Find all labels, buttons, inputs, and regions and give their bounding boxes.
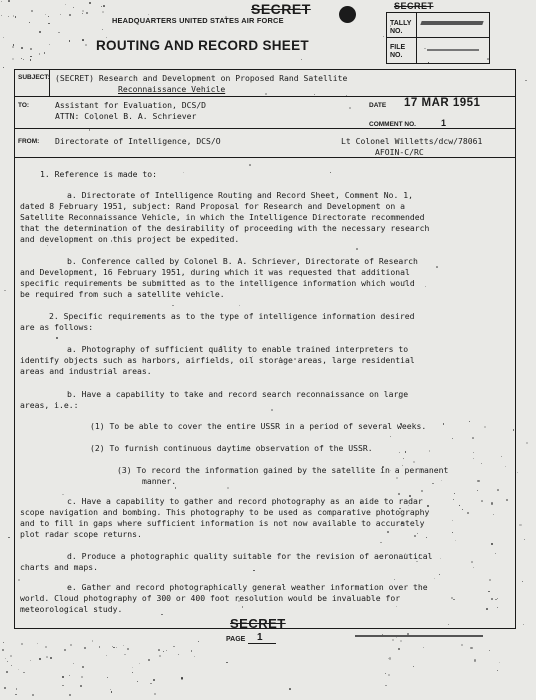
air-force-seal-icon: [339, 6, 356, 23]
para-2b-item-3-line-2: manner.: [142, 476, 177, 486]
from-value: Directorate of Intelligence, DCS/O: [55, 136, 221, 146]
para-2b-item-3-line-1: (3) To record the information gained by the satellite in a permanent: [117, 465, 449, 475]
subject-line-1: (SECRET) Research and Development on Proposed Rand Satellite: [55, 73, 348, 83]
subject-line-2: Reconnaissance Vehicle: [118, 84, 226, 94]
comment-value: 1: [441, 118, 447, 128]
para-1a-line-3: Satellite Reconnaissance Vehicle, in which the Intelligence Directorate recommended: [20, 212, 425, 222]
classification-stamp-corner: SECRET: [394, 1, 434, 11]
page-underline: [248, 643, 276, 644]
form-title: ROUTING AND RECORD SHEET: [96, 38, 309, 53]
subject-label: SUBJECT:: [18, 74, 50, 81]
from-right-line-2: AFOIN-C/RC: [375, 147, 424, 157]
para-1a-line-1: a. Directorate of Intelligence Routing and Record Sheet, Comment No. 1,: [67, 190, 413, 200]
para-2-line-2: are as follows:: [20, 322, 94, 332]
frame-line-top: [14, 69, 516, 70]
para-2c-line-3: and to fill in gaps where sufficient information is not now available to accurately: [20, 518, 425, 528]
para-2a-line-3: areas and industrial areas.: [20, 366, 152, 376]
para-2d-line-2: charts and maps.: [20, 562, 98, 572]
para-2e-line-3: meteorological study.: [20, 604, 123, 614]
frame-line-left: [14, 69, 15, 629]
para-2b-item-2: (2) To furnish continuous daytime observation of the USSR.: [90, 443, 373, 453]
comment-label: COMMENT NO.: [369, 121, 416, 128]
para-1a-line-4: that the determination of the desirability of proceeding with the necessary research: [20, 223, 430, 233]
headquarters-line: HEADQUARTERS UNITED STATES AIR FORCE: [112, 16, 284, 25]
para-1a-line-2: dated 8 February 1951, subject: Rand Proposal for Research and Development on a: [20, 201, 405, 211]
classification-stamp-bottom: SECRET: [230, 616, 286, 631]
tally-label: TALLY NO.: [390, 20, 412, 35]
file-label: FILE NO.: [390, 44, 406, 59]
page-label: PAGE: [226, 636, 246, 643]
page-number: 1: [257, 632, 263, 643]
para-1b-line-3: specific requirements be submitted as to the intelligence information which would: [20, 278, 415, 288]
printing-office-mark: [355, 635, 483, 637]
to-line-1: Assistant for Evaluation, DCS/D: [55, 100, 207, 110]
para-2c-line-2: scope navigation and bombing. This photography to be used as comparative photography: [20, 507, 430, 517]
para-1: 1. Reference is made to:: [40, 169, 157, 179]
para-2e-line-2: world. Cloud photography of 300 or 400 foot resolution would be invaluable for: [20, 593, 401, 603]
para-2e-line-1: e. Gather and record photographically general weather information over the: [67, 582, 428, 592]
date-value: 17 MAR 1951: [404, 97, 481, 109]
to-line-2: ATTN: Colonel B. A. Schriever: [55, 111, 197, 121]
para-2-line-1: 2. Specific requirements as to the type of intelligence information desired: [49, 311, 415, 321]
frame-line-right: [515, 69, 516, 629]
para-1b-line-4: be required from such a satellite vehicle.: [20, 289, 225, 299]
para-2b-item-1: (1) To be able to cover the entire USSR in a period of several weeks.: [90, 421, 427, 431]
para-2b-line-2: areas, i.e.:: [20, 400, 79, 410]
para-2d-line-1: d. Produce a photographic quality suitable for the revision of aeronautical: [67, 551, 433, 561]
para-2b-line-1: b. Have a capability to take and record search reconnaissance on large: [67, 389, 409, 399]
to-label: TO:: [18, 102, 30, 109]
para-2c-line-4: plot radar scope returns.: [20, 529, 142, 539]
tally-handwriting: [420, 21, 483, 25]
para-2c-line-1: c. Have a capability to gather and record photography as an aide to radar: [67, 496, 423, 506]
tally-file-box: [386, 12, 490, 64]
classification-stamp-top: SECRET: [251, 1, 311, 17]
para-1a-line-5: and development on this project be expedited.: [20, 234, 240, 244]
para-1b-line-1: b. Conference called by Colonel B. A. Schriever, Directorate of Research: [67, 256, 418, 266]
from-right-line-1: Lt Colonel Willetts/dcw/78061: [341, 136, 483, 146]
from-label: FROM:: [18, 138, 40, 145]
frame-line-from: [14, 157, 516, 158]
para-1b-line-2: and Development, 16 February 1951, during which it was requested that additional: [20, 267, 410, 277]
para-2a-line-1: a. Photography of sufficient quality to enable trained interpreters to: [67, 344, 409, 354]
para-2a-line-2: identify objects such as harbors, airfields, oil storage areas, large residential: [20, 355, 415, 365]
file-handwriting: [427, 49, 479, 51]
comment-underline: [421, 128, 459, 129]
date-label: DATE: [369, 102, 387, 109]
